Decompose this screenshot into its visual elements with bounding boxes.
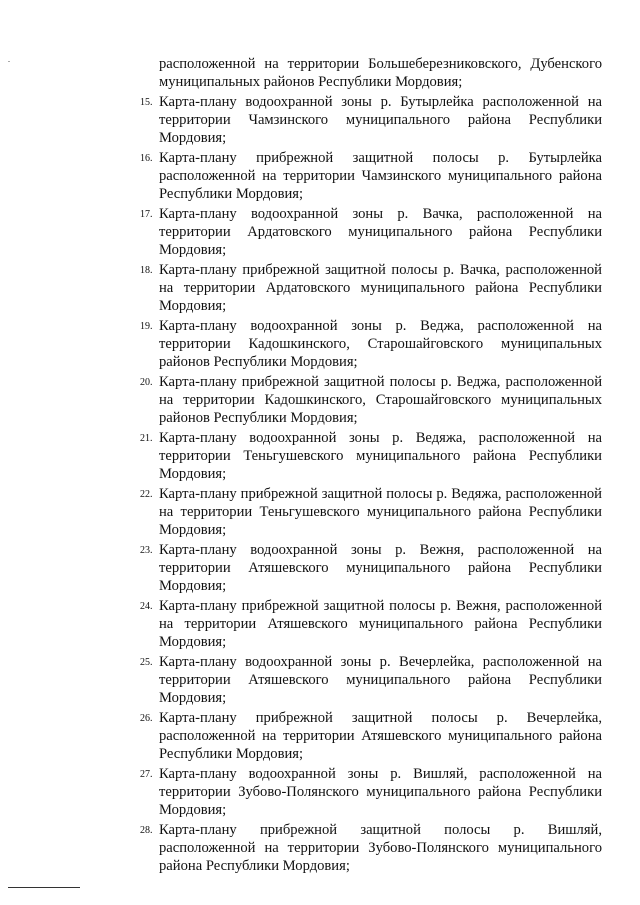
list-item-text: Карта-плану водоохранной зоны р. Вишляй, расположенной на территории Зубово-Полянского муниципального района Республики Мордовия; — [159, 766, 602, 818]
list-item — [140, 261, 602, 315]
list-item — [140, 653, 602, 707]
list-items-container — [140, 93, 602, 875]
list-item-text: Карта-плану водоохранной зоны р. Веджа, расположенной на территории Кадошкинского, Старошайговского муниципальных районов Республики Мордовия; — [159, 318, 602, 370]
list-item-text: Карта-плану прибрежной защитной полосы р. Ведяжа, расположенной на территории Теньгушевского муниципального района Республики Мордовия; — [159, 486, 602, 538]
list-item — [140, 373, 602, 427]
continuation-paragraph: расположенной на территории Большеберезниковского, Дубенского муниципальных районов Республики Мордовия; — [159, 56, 602, 90]
list-item-number: 22. — [140, 489, 153, 500]
list-item — [140, 485, 602, 539]
list-item-number: 27. — [140, 769, 153, 780]
list-item-number: 26. — [140, 713, 153, 724]
list-item-number: 16. — [140, 153, 153, 164]
list-item — [140, 597, 602, 651]
list-item-text: Карта-плану прибрежной защитной полосы р. Вечерлейка, расположенной на территории Атяшевского муниципального района Республики Мордовия; — [159, 710, 602, 762]
list-item — [140, 317, 602, 371]
list-item — [140, 205, 602, 259]
list-item-text: Карта-плану прибрежной защитной полосы р. Вежня, расположенной на территории Атяшевского муниципального района Республики Мордовия; — [159, 598, 602, 650]
list-item-number: 18. — [140, 265, 153, 276]
list-item-number: 17. — [140, 209, 153, 220]
list-item-number: 28. — [140, 825, 153, 836]
list-item — [140, 709, 602, 763]
list-item — [140, 821, 602, 875]
list-item — [140, 429, 602, 483]
list-item — [140, 541, 602, 595]
list-item-number: 21. — [140, 433, 153, 444]
list-item — [140, 149, 602, 203]
list-item — [140, 93, 602, 147]
list-item-number: 23. — [140, 545, 153, 556]
list-item-text: Карта-плану прибрежной защитной полосы р. Вишляй, расположенной на территории Зубово-Полянского муниципального района Республики Мордовия; — [159, 822, 602, 874]
list-item-text: Карта-плану водоохранной зоны р. Ведяжа, расположенной на территории Теньгушевского муниципального района Республики Мордовия; — [159, 430, 602, 482]
scan-speck — [8, 61, 10, 62]
list-item-text: Карта-плану водоохранной зоны р. Вежня, расположенной на территории Атяшевского муниципального района Республики Мордовия; — [159, 542, 602, 594]
list-item-text: Карта-плану прибрежной защитной полосы р. Веджа, расположенной на территории Кадошкинского, Старошайговского муниципальных районов Республики Мордовия; — [159, 374, 602, 426]
list-item-text: Карта-плану водоохранной зоны р. Бутырлейка расположенной на территории Чамзинского муниципального района Республики Мордовия; — [159, 94, 602, 146]
list-item-number: 25. — [140, 657, 153, 668]
numbered-list — [140, 55, 602, 877]
list-item-text: Карта-плану прибрежной защитной полосы р. Бутырлейка расположенной на территории Чамзинского муниципального района Республики Мордовия; — [159, 150, 602, 202]
list-item-number: 19. — [140, 321, 153, 332]
list-item-number: 24. — [140, 601, 153, 612]
list-item — [140, 765, 602, 819]
footnote-separator — [8, 887, 80, 888]
list-item-number: 20. — [140, 377, 153, 388]
list-item-number: 15. — [140, 97, 153, 108]
list-item-text: Карта-плану водоохранной зоны р. Вечерлейка, расположенной на территории Атяшевского муниципального района Республики Мордовия; — [159, 654, 602, 706]
list-item-text: Карта-плану прибрежной защитной полосы р. Вачка, расположенной на территории Ардатовского муниципального района Республики Мордовия; — [159, 262, 602, 314]
list-item-text: Карта-плану водоохранной зоны р. Вачка, расположенной на территории Ардатовского муниципального района Республики Мордовия; — [159, 206, 602, 258]
